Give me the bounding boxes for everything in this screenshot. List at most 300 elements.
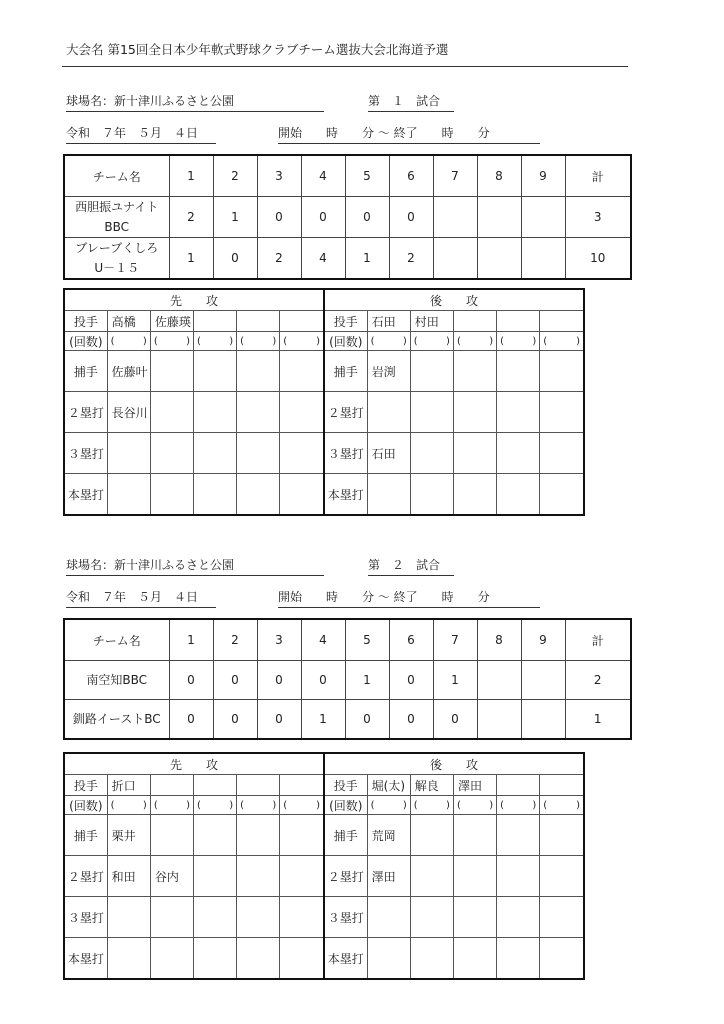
double-player [280, 856, 324, 897]
players-detail-table [63, 752, 585, 980]
innings-paren [194, 800, 236, 811]
triple-player [497, 433, 540, 474]
inning-score: 0 [213, 238, 257, 280]
pitcher-label: 投手 [324, 775, 367, 796]
triple-player [107, 897, 150, 938]
game-time: 開始 時 分 〜 終了 時 分 [278, 124, 540, 144]
homer-player [497, 474, 540, 516]
innings-paren [280, 336, 323, 347]
catcher-player [410, 815, 453, 856]
paren-open: ( [500, 799, 505, 811]
triple-player [367, 897, 410, 938]
inning-score [477, 661, 521, 700]
double-player [453, 856, 496, 897]
inning-score [477, 700, 521, 740]
inning-score: 4 [301, 238, 345, 280]
team-score-row [64, 661, 631, 700]
paren-open: ( [110, 799, 115, 811]
pitcher-name [540, 311, 584, 332]
triple-player [150, 897, 193, 938]
innings-count-cell [497, 796, 540, 815]
homer-player [193, 938, 236, 980]
catcher-row [64, 351, 584, 392]
paren-open: ( [413, 335, 418, 347]
first-batting-label: 先 攻 [64, 289, 324, 311]
inning-score: 2 [389, 238, 433, 280]
inning-header: 9 [521, 155, 565, 197]
inning-score [433, 197, 477, 238]
innings-count-cell [150, 796, 193, 815]
first-batting-label: 先 攻 [64, 753, 324, 775]
pitcher-name [453, 311, 496, 332]
side-header-row [64, 289, 584, 311]
innings-paren [411, 800, 453, 811]
team-name-header: チーム名 [64, 155, 169, 197]
pitcher-name: 村田 [410, 311, 453, 332]
team-name-header: チーム名 [64, 619, 169, 661]
paren-close: ) [272, 799, 277, 811]
homer-player [107, 938, 150, 980]
innings-paren [540, 800, 583, 811]
inning-header: 2 [213, 155, 257, 197]
team-name [64, 700, 169, 740]
homer-row [64, 474, 584, 516]
pitcher-label: 投手 [324, 311, 367, 332]
paren-close: ) [229, 799, 234, 811]
inning-score: 0 [213, 700, 257, 740]
inning-score: 0 [345, 197, 389, 238]
inning-score: 0 [301, 661, 345, 700]
pitcher-name [497, 311, 540, 332]
paren-close: ) [142, 799, 147, 811]
inning-score: 1 [301, 700, 345, 740]
catcher-player [237, 351, 280, 392]
triple-player [193, 433, 236, 474]
inning-score: 0 [257, 700, 301, 740]
catcher-label: 捕手 [324, 351, 367, 392]
pitcher-name [497, 775, 540, 796]
double-player [237, 856, 280, 897]
innings-paren [497, 800, 539, 811]
inning-score [521, 238, 565, 280]
double-row [64, 856, 584, 897]
team-name-line1: 南空知BBC [86, 673, 148, 687]
inning-score: 0 [213, 661, 257, 700]
catcher-row [64, 815, 584, 856]
innings-paren [108, 336, 150, 347]
team-name-line2: U－１５ [94, 261, 140, 275]
catcher-player [497, 351, 540, 392]
pitcher-name: 折口 [107, 775, 150, 796]
double-player [497, 392, 540, 433]
inning-header: 3 [257, 155, 301, 197]
innings-count-label: (回数) [64, 332, 107, 351]
paren-open: ( [543, 799, 548, 811]
inning-header: 8 [477, 155, 521, 197]
game-date: 令和 ７年 ５月 ４日 [66, 124, 216, 144]
innings-paren [540, 336, 583, 347]
triple-row [64, 433, 584, 474]
homer-player [193, 474, 236, 516]
triple-player [540, 897, 584, 938]
second-batting-label: 後 攻 [324, 289, 584, 311]
triple-label: ３塁打 [64, 897, 107, 938]
team-name-line1: 西胆振ユナイト [75, 200, 159, 214]
inning-score: 0 [389, 197, 433, 238]
homer-player [280, 474, 324, 516]
innings-count-row [64, 796, 584, 815]
inning-header: 2 [213, 619, 257, 661]
innings-count-cell [453, 796, 496, 815]
pitcher-name: 澤田 [453, 775, 496, 796]
paren-open: ( [110, 335, 115, 347]
team-name-line1: 釧路イーストBC [72, 712, 161, 726]
innings-count-cell [367, 796, 410, 815]
pitcher-name [193, 311, 236, 332]
inning-header: 7 [433, 155, 477, 197]
second-batting-label: 後 攻 [324, 753, 584, 775]
total-score: 10 [565, 238, 631, 280]
triple-player [540, 433, 584, 474]
inning-score [521, 197, 565, 238]
inning-score: 0 [257, 197, 301, 238]
double-row [64, 392, 584, 433]
triple-player [453, 433, 496, 474]
inning-score: 1 [345, 238, 389, 280]
innings-count-cell [193, 332, 236, 351]
triple-player [150, 433, 193, 474]
pitcher-label: 投手 [64, 775, 107, 796]
innings-count-label: (回数) [324, 796, 367, 815]
total-header: 計 [565, 155, 631, 197]
double-label: ２塁打 [324, 856, 367, 897]
innings-count-label: (回数) [64, 796, 107, 815]
game-time: 開始 時 分 〜 終了 時 分 [278, 588, 540, 608]
paren-open: ( [153, 335, 158, 347]
catcher-player [497, 815, 540, 856]
team-name-line1: ブレーブくしろ [75, 241, 159, 255]
double-label: ２塁打 [64, 392, 107, 433]
innings-count-cell [280, 796, 324, 815]
inning-score: 1 [345, 661, 389, 700]
homer-player [237, 474, 280, 516]
double-label: ２塁打 [324, 392, 367, 433]
pitcher-name [280, 775, 324, 796]
scoreboard-table [63, 154, 632, 280]
innings-paren [237, 800, 279, 811]
paren-close: ) [446, 799, 450, 811]
inning-score [477, 197, 521, 238]
innings-count-cell [107, 796, 150, 815]
total-score: 3 [565, 197, 631, 238]
innings-count-cell [107, 332, 150, 351]
paren-open: ( [283, 799, 288, 811]
pitcher-name [280, 311, 324, 332]
paren-close: ) [186, 335, 190, 347]
double-player [540, 856, 584, 897]
inning-score [521, 700, 565, 740]
triple-player [453, 897, 496, 938]
innings-paren [237, 336, 279, 347]
triple-label: ３塁打 [324, 433, 367, 474]
innings-count-cell [367, 332, 410, 351]
paren-open: ( [283, 335, 288, 347]
title-divider [62, 66, 628, 67]
inning-header: 7 [433, 619, 477, 661]
catcher-label: 捕手 [64, 815, 107, 856]
homer-player [107, 474, 150, 516]
inning-score: 0 [389, 661, 433, 700]
inning-header: 8 [477, 619, 521, 661]
innings-paren [454, 800, 496, 811]
paren-open: ( [456, 799, 461, 811]
paren-open: ( [370, 335, 375, 347]
total-score: 1 [565, 700, 631, 740]
triple-row [64, 897, 584, 938]
triple-player: 石田 [367, 433, 410, 474]
homer-player [497, 938, 540, 980]
double-player [453, 392, 496, 433]
triple-player [280, 433, 324, 474]
inning-score: 0 [389, 700, 433, 740]
scoreboard-header-row [64, 155, 631, 197]
catcher-player [280, 815, 324, 856]
double-player: 長谷川 [107, 392, 150, 433]
scoreboard-table [63, 618, 632, 740]
paren-close: ) [316, 335, 320, 347]
catcher-player [237, 815, 280, 856]
paren-close: ) [489, 799, 494, 811]
triple-player [280, 897, 324, 938]
team-name-line2: BBC [104, 220, 130, 234]
innings-count-cell [453, 332, 496, 351]
paren-close: ) [446, 335, 450, 347]
inning-header: 5 [345, 155, 389, 197]
catcher-label: 捕手 [324, 815, 367, 856]
catcher-player [150, 351, 193, 392]
homer-player [410, 938, 453, 980]
game-number: 第 ２ 試合 [368, 556, 454, 576]
homer-player [540, 474, 584, 516]
inning-header: 4 [301, 619, 345, 661]
double-player [237, 392, 280, 433]
innings-count-cell [280, 332, 324, 351]
pitcher-row [64, 775, 584, 796]
innings-count-cell [540, 796, 584, 815]
pitcher-name [540, 775, 584, 796]
team-score-row [64, 238, 631, 280]
homer-player [367, 474, 410, 516]
tournament-title: 大会名 第15回全日本少年軟式野球クラブチーム選抜大会北海道予選 [66, 42, 449, 57]
team-score-row [64, 700, 631, 740]
inning-header: 6 [389, 155, 433, 197]
innings-count-cell [237, 796, 280, 815]
paren-close: ) [532, 335, 537, 347]
pitcher-name: 堀(太) [367, 775, 410, 796]
inning-score: 0 [433, 700, 477, 740]
innings-count-cell [410, 796, 453, 815]
total-score: 2 [565, 661, 631, 700]
pitcher-label: 投手 [64, 311, 107, 332]
homer-label: 本塁打 [64, 938, 107, 980]
innings-count-row [64, 332, 584, 351]
side-header-row [64, 753, 584, 775]
innings-count-cell [237, 332, 280, 351]
inning-score: 1 [213, 197, 257, 238]
homer-player [453, 938, 496, 980]
paren-close: ) [142, 335, 147, 347]
inning-header: 6 [389, 619, 433, 661]
triple-player [237, 433, 280, 474]
catcher-player: 岩渕 [367, 351, 410, 392]
venue-label: 球場名：新十津川ふるさと公園 [66, 92, 324, 112]
double-player [497, 856, 540, 897]
homer-player [150, 474, 193, 516]
scoreboard-header-row [64, 619, 631, 661]
inning-score: 1 [433, 661, 477, 700]
double-player: 和田 [107, 856, 150, 897]
paren-close: ) [576, 799, 580, 811]
total-header: 計 [565, 619, 631, 661]
double-player: 谷内 [150, 856, 193, 897]
players-detail-table [63, 288, 585, 516]
homer-player [280, 938, 324, 980]
paren-close: ) [316, 799, 320, 811]
game-date: 令和 ７年 ５月 ４日 [66, 588, 216, 608]
pitcher-name: 石田 [367, 311, 410, 332]
paren-close: ) [532, 799, 537, 811]
inning-score: 0 [345, 700, 389, 740]
triple-player [410, 897, 453, 938]
innings-paren [151, 336, 193, 347]
catcher-player [540, 815, 584, 856]
paren-close: ) [402, 799, 407, 811]
catcher-player: 栗井 [107, 815, 150, 856]
paren-open: ( [500, 335, 505, 347]
double-player [410, 392, 453, 433]
double-player [150, 392, 193, 433]
homer-player [540, 938, 584, 980]
catcher-player [150, 815, 193, 856]
double-player [410, 856, 453, 897]
paren-open: ( [370, 799, 375, 811]
innings-count-label: (回数) [324, 332, 367, 351]
pitcher-name: 解良 [410, 775, 453, 796]
double-player [367, 392, 410, 433]
innings-paren [108, 800, 150, 811]
pitcher-name [237, 311, 280, 332]
double-player [540, 392, 584, 433]
paren-open: ( [196, 799, 201, 811]
double-player [280, 392, 324, 433]
catcher-player [410, 351, 453, 392]
inning-header: 1 [169, 155, 213, 197]
homer-player [367, 938, 410, 980]
pitcher-name: 高橋 [107, 311, 150, 332]
paren-open: ( [543, 335, 548, 347]
innings-paren [497, 336, 539, 347]
paren-open: ( [240, 335, 245, 347]
innings-paren [454, 336, 496, 347]
double-player [193, 856, 236, 897]
catcher-player [540, 351, 584, 392]
inning-score [433, 238, 477, 280]
triple-player [497, 897, 540, 938]
paren-open: ( [413, 799, 418, 811]
team-name [64, 238, 169, 280]
homer-player [453, 474, 496, 516]
triple-label: ３塁打 [64, 433, 107, 474]
homer-player [150, 938, 193, 980]
venue-label: 球場名：新十津川ふるさと公園 [66, 556, 324, 576]
paren-open: ( [196, 335, 201, 347]
paren-close: ) [489, 335, 494, 347]
catcher-player [193, 815, 236, 856]
innings-paren [368, 336, 410, 347]
homer-row [64, 938, 584, 980]
team-name [64, 197, 169, 238]
paren-open: ( [240, 799, 245, 811]
inning-score: 1 [169, 238, 213, 280]
inning-score: 2 [257, 238, 301, 280]
team-name [64, 661, 169, 700]
paren-close: ) [272, 335, 277, 347]
paren-open: ( [456, 335, 461, 347]
innings-paren [411, 336, 453, 347]
innings-count-cell [410, 332, 453, 351]
innings-paren [194, 336, 236, 347]
inning-header: 1 [169, 619, 213, 661]
paren-close: ) [229, 335, 234, 347]
triple-player [107, 433, 150, 474]
team-score-row [64, 197, 631, 238]
inning-score: 0 [301, 197, 345, 238]
homer-label: 本塁打 [324, 938, 367, 980]
inning-header: 3 [257, 619, 301, 661]
homer-player [410, 474, 453, 516]
triple-player [193, 897, 236, 938]
paren-close: ) [576, 335, 580, 347]
catcher-label: 捕手 [64, 351, 107, 392]
innings-count-cell [540, 332, 584, 351]
inning-score [477, 238, 521, 280]
innings-paren [368, 800, 410, 811]
homer-label: 本塁打 [64, 474, 107, 516]
innings-count-cell [497, 332, 540, 351]
paren-open: ( [153, 799, 158, 811]
inning-header: 4 [301, 155, 345, 197]
paren-close: ) [402, 335, 407, 347]
catcher-player [453, 351, 496, 392]
catcher-player [453, 815, 496, 856]
inning-header: 5 [345, 619, 389, 661]
catcher-player: 荒岡 [367, 815, 410, 856]
inning-score: 0 [169, 661, 213, 700]
triple-player [237, 897, 280, 938]
game-number: 第 １ 試合 [368, 92, 454, 112]
pitcher-name: 佐藤瑛 [150, 311, 193, 332]
inning-score [521, 661, 565, 700]
pitcher-name [237, 775, 280, 796]
paren-close: ) [186, 799, 190, 811]
pitcher-name [193, 775, 236, 796]
catcher-player [280, 351, 324, 392]
innings-paren [280, 800, 323, 811]
homer-label: 本塁打 [324, 474, 367, 516]
homer-player [237, 938, 280, 980]
double-label: ２塁打 [64, 856, 107, 897]
triple-player [410, 433, 453, 474]
